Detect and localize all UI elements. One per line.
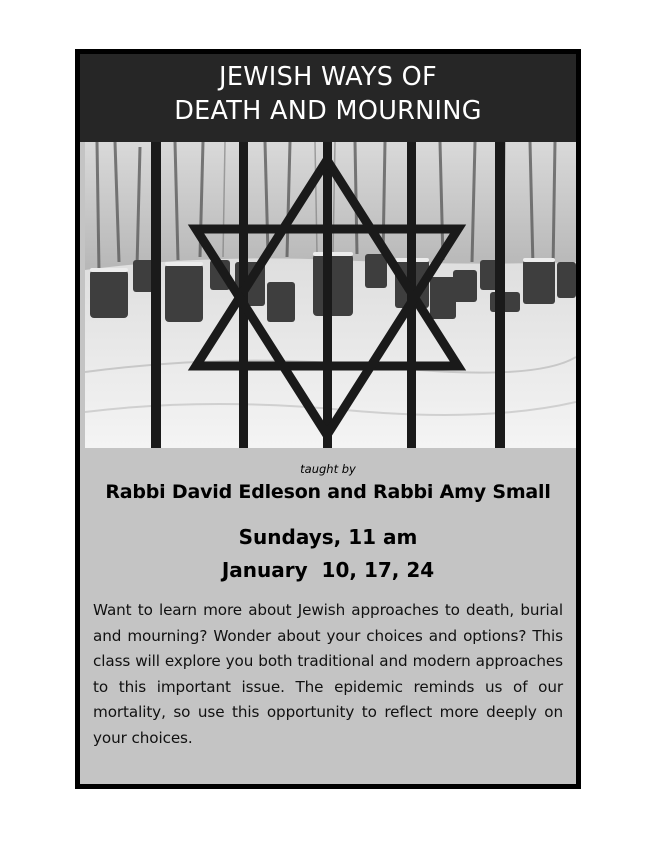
instructors: Rabbi David Edleson and Rabbi Amy Small — [105, 481, 551, 503]
details-panel — [80, 448, 576, 784]
title-line-2: DEATH AND MOURNING — [174, 96, 482, 126]
schedule-dates: January 10, 17, 24 — [221, 558, 435, 582]
title-line-1: JEWISH WAYS OF — [219, 62, 437, 92]
flyer — [75, 49, 581, 789]
taught-by-label: taught by — [300, 462, 356, 476]
flyer-header — [80, 54, 576, 142]
class-description: Want to learn more about Jewish approaches to death, burial and mourning? Wonder about your choices and options? This class will explore you both traditional and modern approaches to this important issue. The epidemic reminds us of our mortality, so use this opportunity to reflect more deeply on your choices. — [93, 601, 563, 747]
schedule — [80, 521, 576, 587]
cemetery-star-of-david-photo — [85, 142, 576, 448]
schedule-day-time: Sundays, 11 am — [238, 525, 418, 549]
